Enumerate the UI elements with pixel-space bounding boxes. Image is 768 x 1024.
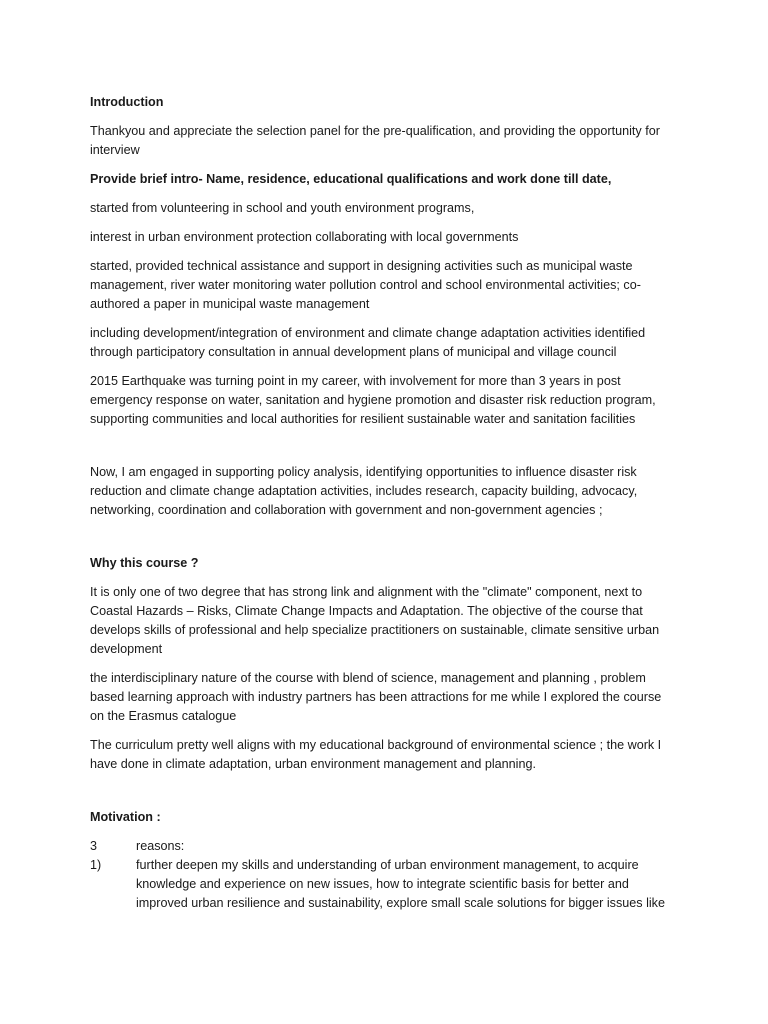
spacer bbox=[90, 439, 678, 463]
motivation-list bbox=[90, 837, 678, 913]
paragraph-interdisciplinary: the interdisciplinary nature of the course with blend of science, management and planning , problem based learning approach with industry partners has been attractions for me while I explored the course on the Erasmus catalogue bbox=[90, 671, 662, 723]
spacer bbox=[90, 784, 678, 808]
paragraph-interest: interest in urban environment protection collaborating with local governments bbox=[90, 230, 519, 244]
paragraph-volunteering: started from volunteering in school and youth environment programs, bbox=[90, 201, 475, 215]
list-marker: 1) bbox=[90, 858, 102, 872]
paragraph-earthquake: 2015 Earthquake was turning point in my career, with involvement for more than 3 years in post emergency response on water, sanitation and hygiene promotion and disaster risk reduction program, supporting communities and local authorities for resilient sustainable water and sanitation facilities bbox=[90, 374, 656, 426]
paragraph-curriculum: The curriculum pretty well aligns with my educational background of environmental science ; the work I have done in climate adaptation, urban environment management and planning. bbox=[90, 738, 662, 771]
list-item bbox=[90, 837, 678, 856]
introduction-heading: Introduction bbox=[90, 95, 164, 109]
paragraph-current-work: Now, I am engaged in supporting policy analysis, identifying opportunities to influence disaster risk reduction and climate change adaptation activities, includes research, capacity building, advocacy, networking, coordination and collaboration with government and non-government agencies ; bbox=[90, 465, 638, 517]
list-marker: 3 bbox=[90, 839, 98, 853]
why-course-heading: Why this course ? bbox=[90, 556, 199, 570]
spacer bbox=[90, 530, 678, 554]
motivation-heading: Motivation : bbox=[90, 810, 161, 824]
paragraph-development-integration: including development/integration of environment and climate change adaptation activities identified through participatory consultation in annual development plans of municipal and village council bbox=[90, 326, 646, 359]
list-item-text: further deepen my skills and understanding of urban environment management, to acquire knowledge and experience on new issues, how to integrate scientific basis for better and improved urban resilience and sustainability, explore small scale solutions for bigger issues like bbox=[136, 858, 665, 910]
paragraph-brief-intro: Provide brief intro- Name, residence, educational qualifications and work done till date, bbox=[90, 172, 612, 186]
paragraph-climate-component: It is only one of two degree that has strong link and alignment with the "climate" component, next to Coastal Hazards – Risks, Climate Change Impacts and Adaptation. The objective of the course that develops skills of professional and help specialize practitioners on sustainable, climate sensitive urban development bbox=[90, 585, 660, 656]
paragraph-technical-assistance: started, provided technical assistance and support in designing activities such as municipal waste management, river water monitoring water pollution control and school environmental activities; co-authored a paper in municipal waste management bbox=[90, 259, 641, 311]
list-item bbox=[90, 856, 678, 913]
paragraph-thanks: Thankyou and appreciate the selection panel for the pre-qualification, and providing the opportunity for interview bbox=[90, 124, 660, 157]
list-item-text: reasons: bbox=[136, 839, 185, 853]
